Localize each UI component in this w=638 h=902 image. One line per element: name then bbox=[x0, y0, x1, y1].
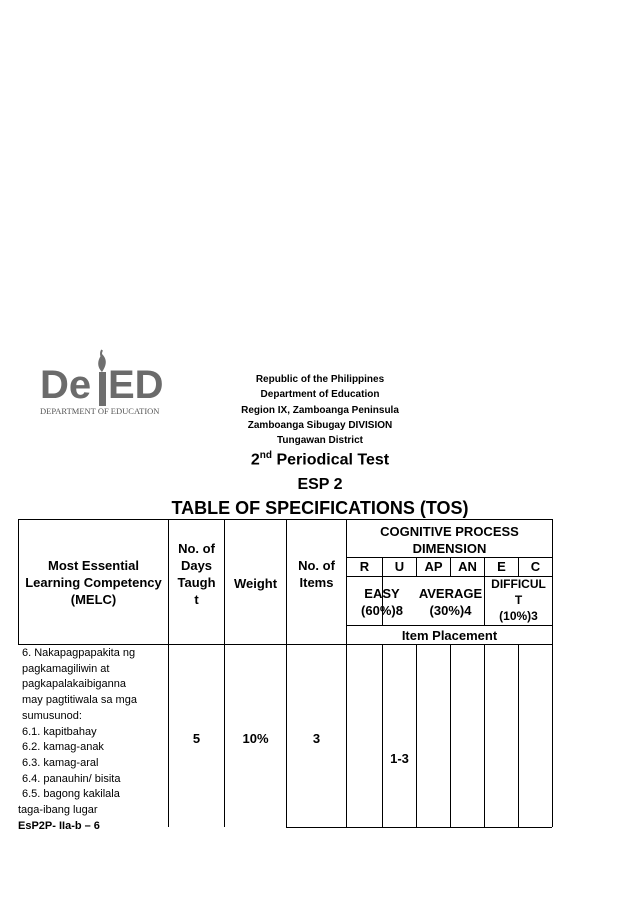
melc-header: Most Essential Learning Competency (MELC) bbox=[25, 558, 162, 607]
tos-title: TABLE OF SPECIFICATIONS (TOS) bbox=[171, 498, 469, 518]
days-header: No. of Days Taugh t bbox=[177, 541, 216, 607]
competency-line: 6.5. bagong kakilala bbox=[22, 788, 120, 801]
header-line: Department of Education bbox=[260, 389, 380, 401]
item-placement-header: Item Placement bbox=[401, 628, 498, 643]
header-line: Republic of the Philippines bbox=[255, 374, 385, 385]
days-value: 5 bbox=[192, 731, 201, 746]
level-r: R bbox=[359, 559, 370, 574]
competency-code: EsP2P- IIa-b – 6 bbox=[18, 819, 100, 832]
competency-line: 6.4. panauhin/ bisita bbox=[22, 772, 121, 785]
torch-icon bbox=[98, 350, 106, 406]
difficult-header: DIFFICUL T (10%)3 bbox=[491, 577, 546, 623]
header-line: Zamboanga Sibugay DIVISION bbox=[247, 419, 393, 431]
competency-line: 6.1. kapitbahay bbox=[22, 725, 97, 738]
cognitive-header: COGNITIVE PROCESS DIMENSION bbox=[380, 524, 519, 556]
level-u: U bbox=[394, 559, 405, 574]
competency-cell bbox=[18, 646, 137, 834]
items-header: No. of Items bbox=[298, 558, 335, 590]
u-placement-value: 1-3 bbox=[390, 751, 409, 766]
level-e: E bbox=[497, 559, 506, 574]
competency-line: taga-ibang lugar bbox=[18, 804, 98, 817]
weight-value: 10% bbox=[242, 731, 269, 746]
competency-line: may pagtitiwala sa mga bbox=[22, 694, 137, 707]
header-line: Tungawan District bbox=[277, 435, 363, 447]
average-header: AVERAGE (30%)4 bbox=[418, 586, 483, 618]
items-value: 3 bbox=[312, 731, 321, 746]
competency-line: sumusunod: bbox=[22, 709, 82, 722]
level-an: AN bbox=[458, 559, 477, 574]
logo-subtitle: DEPARTMENT OF EDUCATION bbox=[40, 406, 160, 416]
competency-line: pagkapalakaibiganna bbox=[22, 678, 126, 691]
level-c: C bbox=[530, 559, 541, 574]
competency-line: 6. Nakapagpapakita ng bbox=[22, 647, 136, 659]
svg-text:ED: ED bbox=[108, 363, 164, 407]
competency-line: pagkamagiliwin at bbox=[22, 662, 110, 675]
subject-title: ESP 2 bbox=[297, 476, 343, 493]
svg-text:De: De bbox=[40, 363, 92, 407]
deped-logo bbox=[38, 348, 164, 418]
competency-line: 6.3. kamag-aral bbox=[22, 756, 99, 769]
weight-header: Weight bbox=[233, 576, 278, 591]
header-line: Region IX, Zamboanga Peninsula bbox=[241, 404, 399, 416]
test-title: 2nd Periodical Test bbox=[250, 450, 390, 469]
easy-header: EASY (60%)8 bbox=[361, 586, 403, 618]
level-ap: AP bbox=[424, 559, 443, 574]
competency-line: 6.2. kamag-anak bbox=[22, 741, 104, 754]
school-header bbox=[200, 372, 440, 448]
